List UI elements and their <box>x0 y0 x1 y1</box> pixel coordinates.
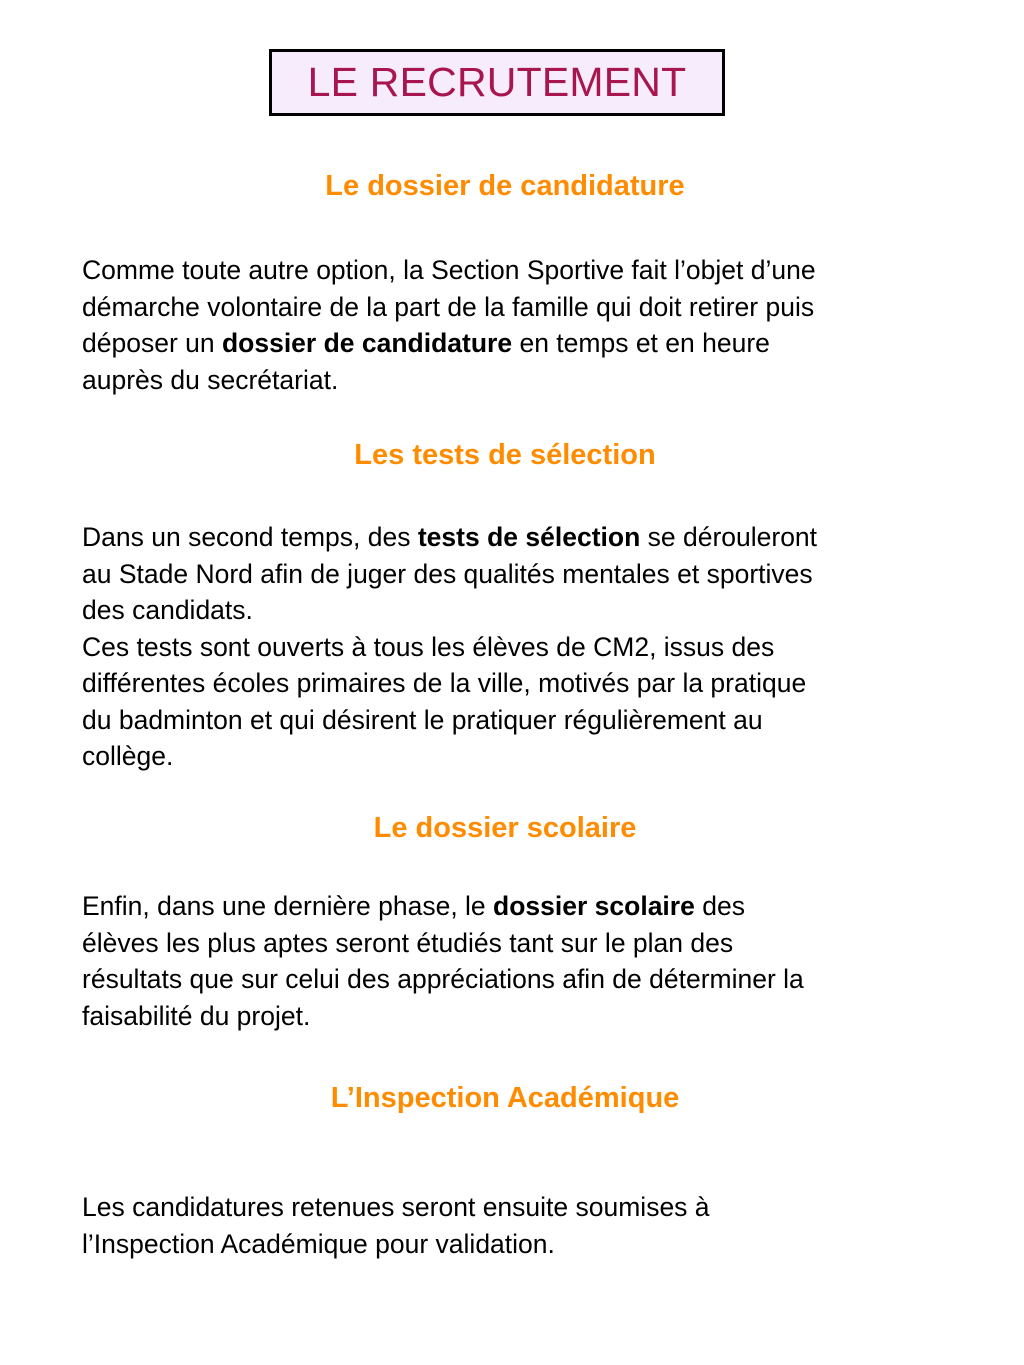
paragraph-line: collège. <box>82 741 174 771</box>
emphasis-tests-selection: tests de sélection <box>417 522 641 552</box>
paragraph-line: faisabilité du projet. <box>82 1000 311 1031</box>
title-box <box>269 49 725 116</box>
paragraph-line: du badminton et qui désirent le pratiquer régulièrement au <box>82 704 763 735</box>
paragraph-line: déposer un dossier de candidature en temps et en heure <box>82 328 770 358</box>
paragraph-line: différentes écoles primaires de la ville, motivés par la pratique <box>82 668 807 698</box>
paragraph-line: Enfin, dans une dernière phase, le dossier scolaire des <box>82 891 745 921</box>
paragraph-line: élèves les plus aptes seront étudiés tant sur le plan des <box>82 927 734 958</box>
emphasis-dossier-scolaire: dossier scolaire <box>493 891 695 921</box>
section-paragraph-tests <box>82 519 952 775</box>
paragraph-line: Les candidatures retenues seront ensuite soumises à <box>82 1192 710 1222</box>
section-paragraph-scolaire <box>82 888 952 1034</box>
emphasis-dossier-candidature: dossier de candidature <box>221 328 513 358</box>
paragraph-line: Comme toute autre option, la Section Sportive fait l’objet d’une <box>82 255 816 285</box>
section-heading-candidature: Le dossier de candidature <box>325 170 685 202</box>
paragraph-line: auprès du secrétariat. <box>82 364 339 395</box>
paragraph-line: au Stade Nord afin de juger des qualités mentales et sportives <box>82 558 813 589</box>
paragraph-line: l’Inspection Académique pour validation. <box>82 1228 555 1259</box>
section-heading-inspection: L’Inspection Académique <box>330 1082 680 1114</box>
page-title: LE RECRUTEMENT <box>307 59 687 105</box>
section-paragraph-inspection <box>82 1189 952 1262</box>
paragraph-line: Dans un second temps, des tests de sélection se dérouleront <box>82 522 818 552</box>
section-heading-scolaire: Le dossier scolaire <box>373 812 637 844</box>
paragraph-line: démarche volontaire de la part de la famille qui doit retirer puis <box>82 291 815 322</box>
section-paragraph-candidature <box>82 252 952 398</box>
section-heading-tests: Les tests de sélection <box>354 439 656 471</box>
paragraph-line: Ces tests sont ouverts à tous les élèves de CM2, issus des <box>82 631 775 662</box>
paragraph-line: des candidats. <box>82 595 253 625</box>
paragraph-line: résultats que sur celui des appréciations afin de déterminer la <box>82 964 804 994</box>
